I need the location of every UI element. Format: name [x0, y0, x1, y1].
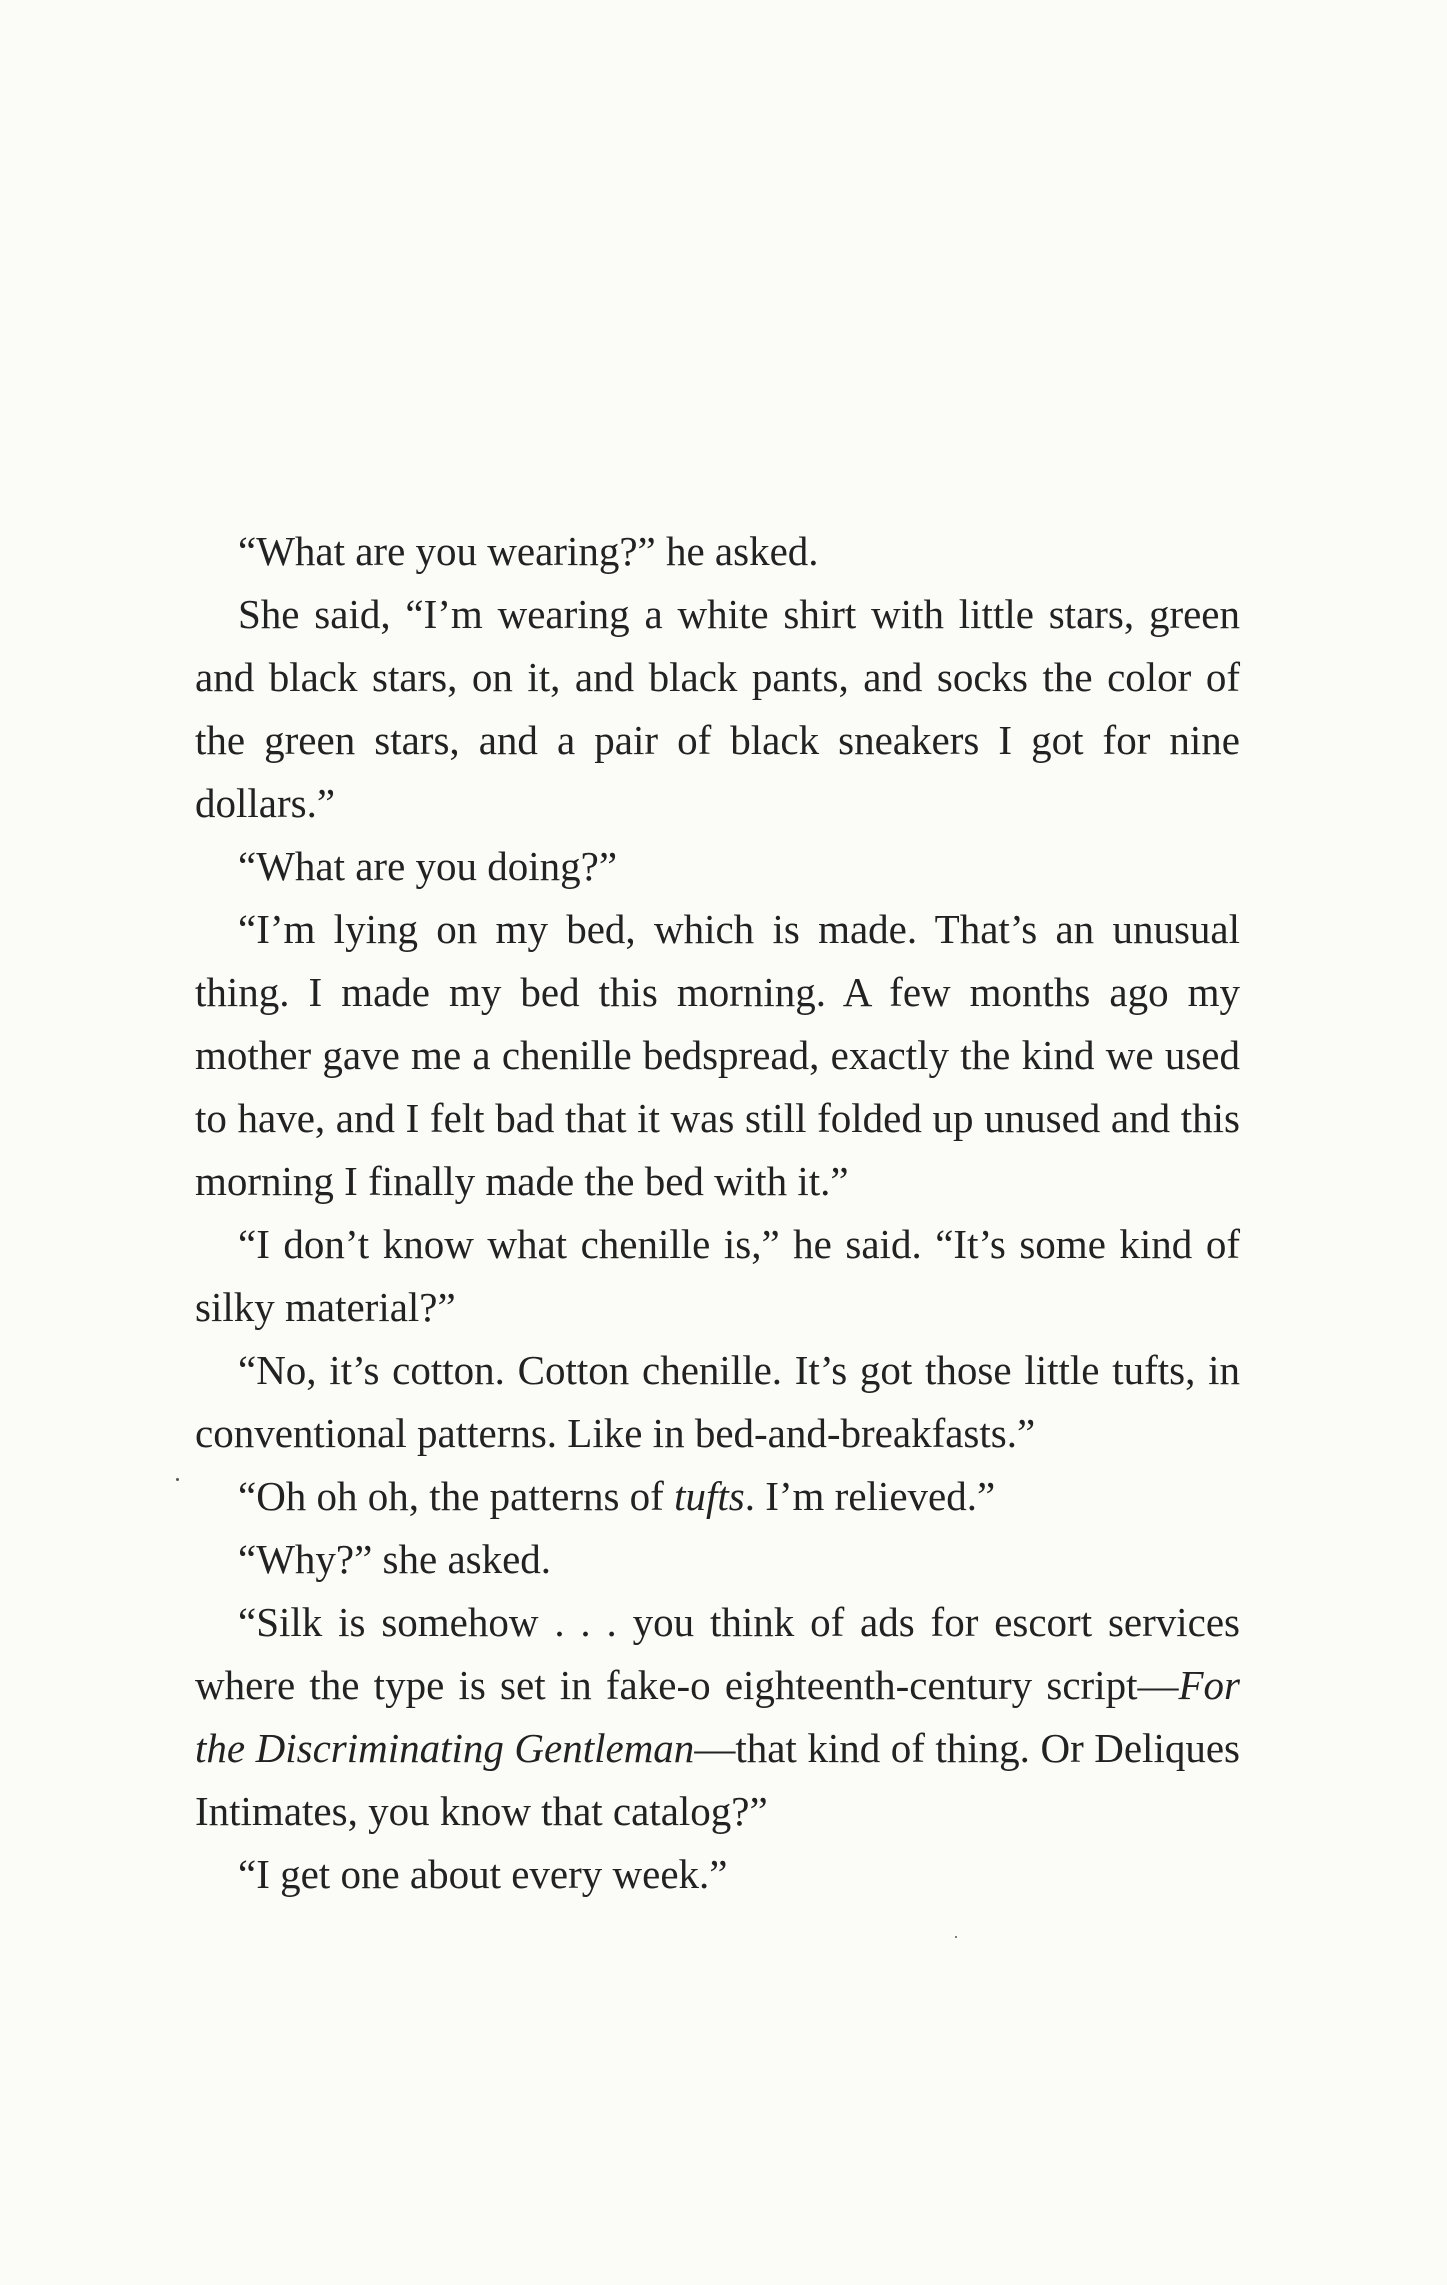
text-run: —that kind of thing. Or Deliques Intimates, you know that catalog?” — [195, 1725, 1240, 1834]
paragraph-10 — [195, 1843, 1240, 1906]
text-run: “I don’t know what chenille is,” he said. “It’s some kind of silky material?” — [195, 1221, 1240, 1330]
text-run: “What are you wearing?” he asked. — [238, 528, 819, 574]
text-run: “I’m lying on my bed, which is made. That’s an unusual thing. I made my bed this morning. A few months ago my mother gave me a chenille bedspread, exactly the kind we used to have, and I felt bad that it was still folded up unused and this morning I finally made the bed with it.” — [195, 906, 1240, 1204]
paper-speck — [176, 1478, 179, 1481]
paragraph-4 — [195, 898, 1240, 1213]
paper-speck — [955, 1936, 957, 1938]
text-run: “Why?” she asked. — [238, 1536, 552, 1582]
paragraph-3 — [195, 835, 1240, 898]
paragraph-8 — [195, 1528, 1240, 1591]
paragraph-5 — [195, 1213, 1240, 1339]
paragraph-2 — [195, 583, 1240, 835]
text-run: “Oh oh oh, the patterns of — [238, 1473, 675, 1519]
text-run: . I’m relieved.” — [744, 1473, 996, 1519]
text-run: “Silk is somehow . . . you think of ads for escort services where the type is set in fake-o eighteenth-century script— — [195, 1599, 1240, 1708]
text-run: “No, it’s cotton. Cotton chenille. It’s got those little tufts, in conventional patterns. Like in bed-and-breakfasts.” — [195, 1347, 1240, 1456]
text-run: She said, “I’m wearing a white shirt with little stars, green and black stars, on it, and black pants, and socks the color of the green stars, and a pair of black sneakers I got for nine dollars.” — [195, 591, 1240, 826]
body-text — [195, 520, 1240, 1906]
paragraph-6 — [195, 1339, 1240, 1465]
paragraph-7 — [195, 1465, 1240, 1528]
italic-text-run: tufts — [674, 1473, 745, 1519]
italic-text-run: For the Discriminating Gentleman — [195, 1662, 1240, 1771]
paragraph-9 — [195, 1591, 1240, 1843]
paragraph-1 — [195, 520, 1240, 583]
text-run: “What are you doing?” — [238, 843, 618, 889]
text-run: “I get one about every week.” — [238, 1851, 728, 1897]
